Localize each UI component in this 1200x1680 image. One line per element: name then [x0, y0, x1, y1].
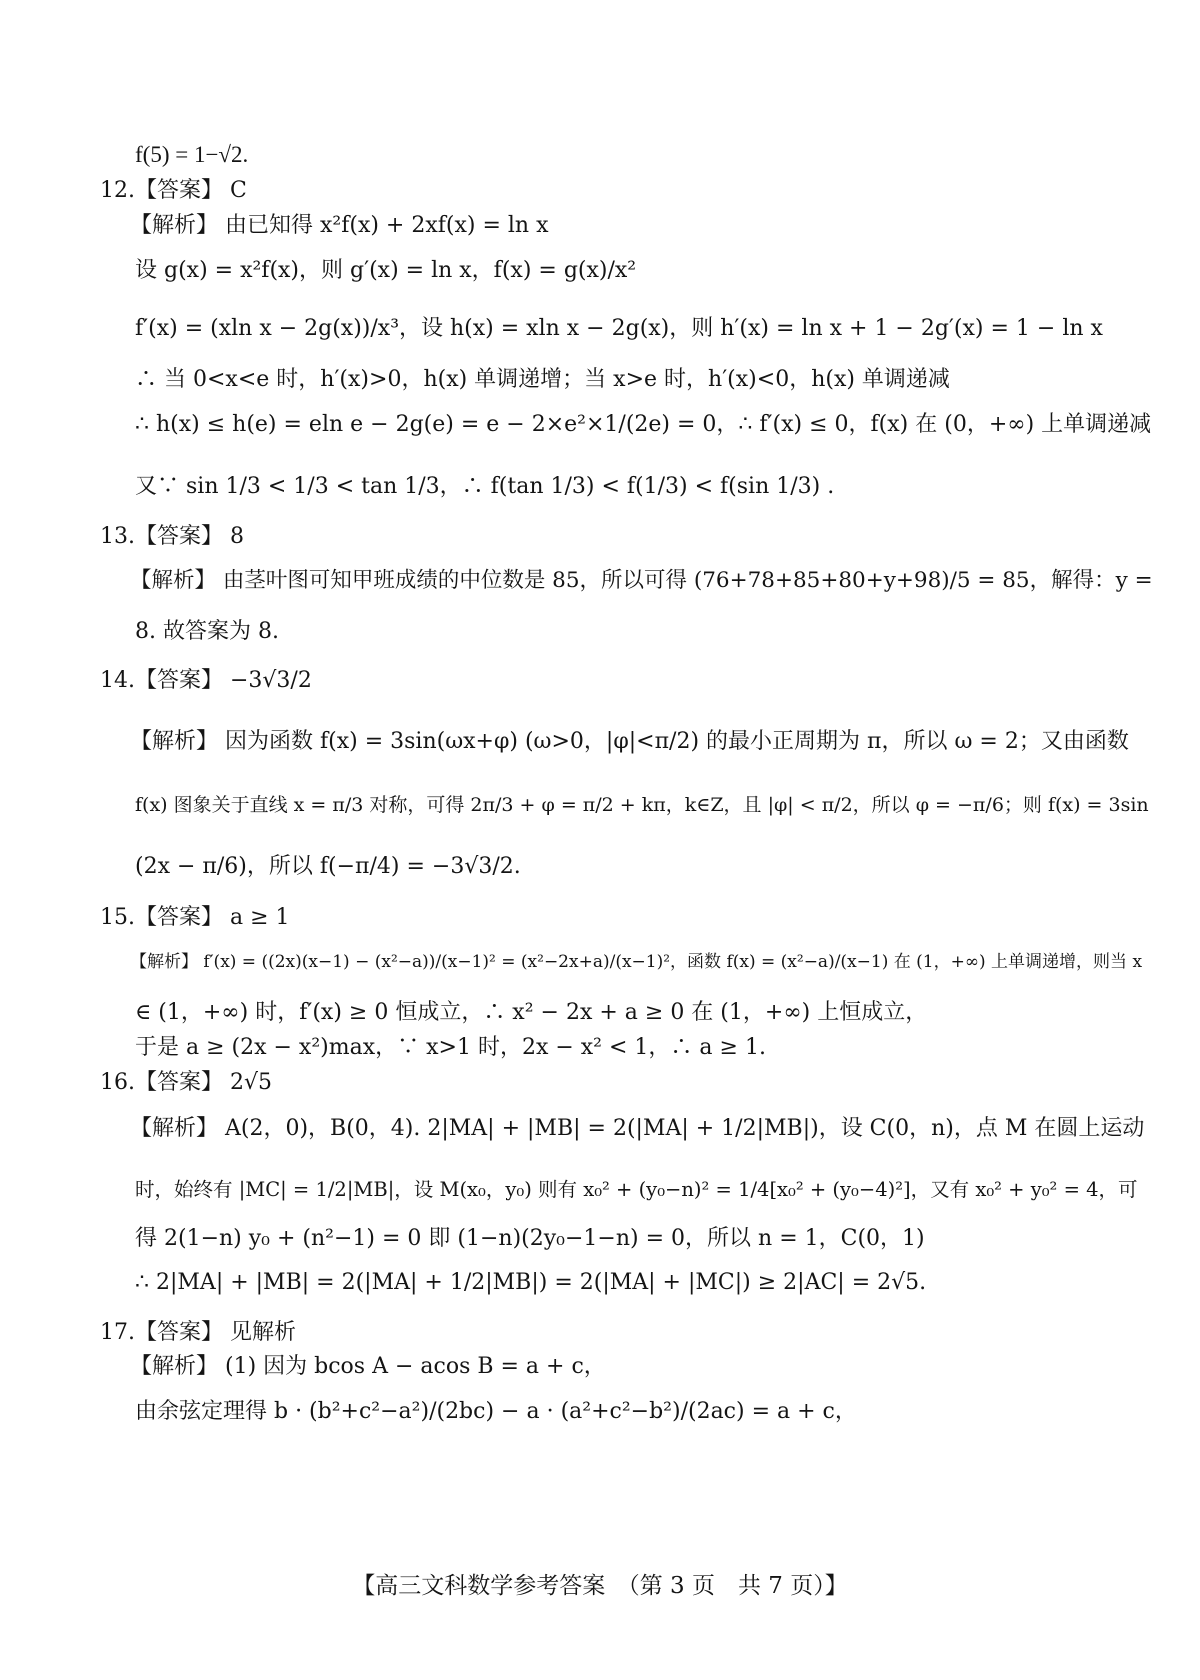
- q15-answer: 15.【答案】 a ≥ 1: [100, 905, 290, 930]
- q12-analysis-2: 设 g(x) = x²f(x)，则 g′(x) = ln x，f(x) = g(x)/x²: [135, 258, 637, 283]
- q16-answer: 16.【答案】 2√5: [100, 1070, 272, 1095]
- q13-analysis-1: 【解析】 由茎叶图可知甲班成绩的中位数是 85，所以可得 (76+78+85+80+y+98)/5 = 85，解得：y =: [130, 568, 1153, 593]
- q13-analysis-2: 8. 故答案为 8.: [135, 619, 279, 644]
- q12-analysis-3: f′(x) = (xln x − 2g(x))/x³，设 h(x) = xln x − 2g(x)，则 h′(x) = ln x + 1 − 2g′(x) = 1 − ln x: [135, 316, 1103, 341]
- q16-analysis-1: 【解析】 A(2，0)，B(0，4). 2|MA| + |MB| = 2(|MA| + 1/2|MB|)，设 C(0，n)，点 M 在圆上运动: [130, 1116, 1145, 1141]
- q17-analysis-2: 由余弦定理得 b · (b²+c²−a²)/(2bc) − a · (a²+c²−b²)/(2ac) = a + c，: [135, 1399, 857, 1424]
- q15-analysis-1: 【解析】 f′(x) = ((2x)(x−1) − (x²−a))/(x−1)² = (x²−2x+a)/(x−1)²，函数 f(x) = (x²−a)/(x−1) 在 (1，+∞) 上单调递增，则当 x: [130, 952, 1143, 972]
- q13-answer: 13.【答案】 8: [100, 524, 244, 549]
- q12-analysis-5: ∴ h(x) ≤ h(e) = eln e − 2g(e) = e − 2×e²×1/(2e) = 0，∴ f′(x) ≤ 0，f(x) 在 (0，+∞) 上单调递减: [135, 412, 1152, 437]
- q17-analysis-1: 【解析】 (1) 因为 bcos A − acos B = a + c，: [130, 1354, 606, 1379]
- q12-analysis-6: 又∵ sin 1/3 < 1/3 < tan 1/3，∴ f(tan 1/3) < f(1/3) < f(sin 1/3) .: [135, 474, 835, 499]
- q12-analysis-4: ∴ 当 0<x<e 时，h′(x)>0，h(x) 单调递增；当 x>e 时，h′(x)<0，h(x) 单调递减: [135, 367, 950, 392]
- q14-answer: 14.【答案】 −3√3/2: [100, 668, 312, 693]
- q14-analysis-3: (2x − π/6)，所以 f(−π/4) = −3√3/2.: [135, 854, 521, 879]
- q15-analysis-3: 于是 a ≥ (2x − x²)max，∵ x>1 时，2x − x² < 1，∴ a ≥ 1.: [135, 1035, 766, 1060]
- q16-analysis-2: 时，始终有 |MC| = 1/2|MB|，设 M(x₀，y₀) 则有 x₀² + (y₀−n)² = 1/4[x₀² + (y₀−4)²]，又有 x₀² + y₀² = 4，可: [135, 1178, 1138, 1201]
- q14-analysis-1: 【解析】 因为函数 f(x) = 3sin(ωx+φ) (ω>0，|φ|<π/2) 的最小正周期为 π，所以 ω = 2；又由函数: [130, 729, 1129, 754]
- q12-analysis-1: 【解析】 由已知得 x²f(x) + 2xf(x) = ln x: [130, 213, 549, 238]
- q12-answer: 12.【答案】 C: [100, 178, 247, 203]
- q14-analysis-2: f(x) 图象关于直线 x = π/3 对称，可得 2π/3 + φ = π/2 + kπ，k∈Z，且 |φ| < π/2，所以 φ = −π/6；则 f(x) = 3sin: [135, 794, 1149, 816]
- q17-answer: 17.【答案】 见解析: [100, 1320, 296, 1345]
- q16-analysis-3: 得 2(1−n) y₀ + (n²−1) = 0 即 (1−n)(2y₀−1−n) = 0，所以 n = 1，C(0，1): [135, 1226, 925, 1251]
- line-f5: f(5) = 1−√2.: [135, 142, 249, 167]
- q15-analysis-2: ∈ (1，+∞) 时，f′(x) ≥ 0 恒成立，∴ x² − 2x + a ≥ 0 在 (1，+∞) 上恒成立，: [135, 1000, 928, 1025]
- page-footer: 【高三文科数学参考答案 （第 3 页 共 7 页）】: [352, 1573, 848, 1599]
- q16-analysis-4: ∴ 2|MA| + |MB| = 2(|MA| + 1/2|MB|) = 2(|MA| + |MC|) ≥ 2|AC| = 2√5.: [135, 1270, 927, 1295]
